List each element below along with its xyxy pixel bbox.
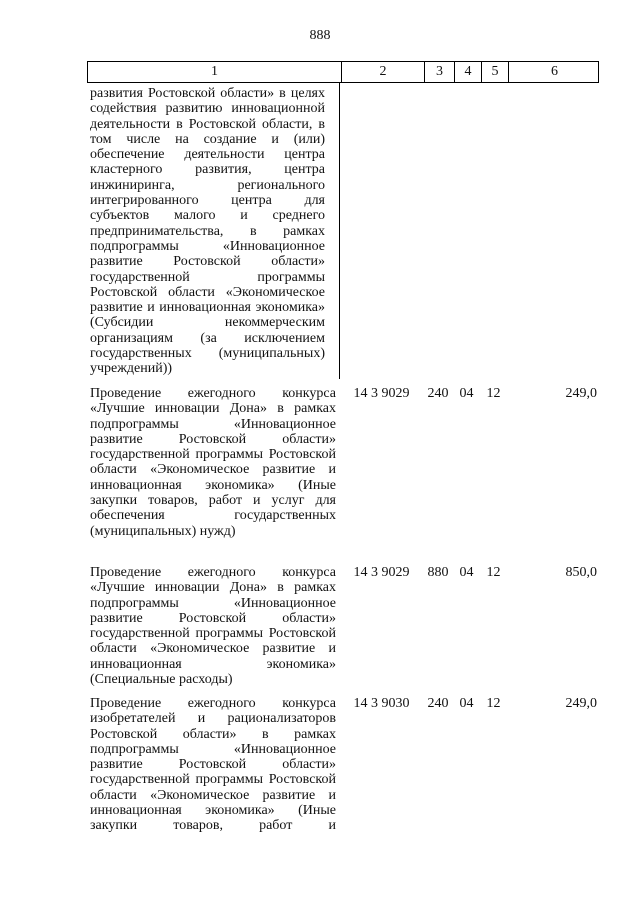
header-col-5: 5 — [481, 62, 508, 82]
table-header — [87, 61, 599, 83]
row-type: 240 — [427, 386, 449, 401]
header-col-6: 6 — [508, 62, 600, 82]
column-divider — [339, 82, 340, 379]
continuation-text: развития Ростовской области» в целях содействия развитию инновационной деятельности в Ростовской области, в том числе на создание и (или) обеспечение деятельности центра кластерного развития, центра инжиниринга, регионального интегрированного центра для субъектов малого и среднего предпринимательства, в рамках подпрограммы «Инновационное развитие Ростовской области» государственной программы Ростовской области «Экономическое развитие и инновационная экономика» (Субсидии некоммерческим организациям (за исключением государственных (муниципальных) учреждений)) — [90, 86, 325, 377]
row-amount: 249,0 — [565, 696, 597, 711]
row-section: 04 — [459, 696, 474, 711]
row-type: 240 — [427, 696, 449, 711]
row-subsection: 12 — [486, 565, 501, 580]
row-subsection: 12 — [486, 696, 501, 711]
row-type: 880 — [427, 565, 449, 580]
row-subsection: 12 — [486, 386, 501, 401]
page-number: 888 — [309, 28, 331, 43]
row-section: 04 — [459, 565, 474, 580]
header-col-4: 4 — [454, 62, 481, 82]
row-amount: 850,0 — [565, 565, 597, 580]
row-section: 04 — [459, 386, 474, 401]
header-col-2: 2 — [341, 62, 424, 82]
row-amount: 249,0 — [565, 386, 597, 401]
row-description: Проведение ежегодного конкурса «Лучшие инновации Дона» в рамках подпрограммы «Инновационное развитие Ростовской области» государственной программы Ростовской области «Экономическое развитие и инновационная экономика» (Иные закупки товаров, работ и услуг для обеспечения государственных (муниципальных) нужд) — [90, 386, 336, 539]
header-col-1: 1 — [211, 64, 218, 79]
header-col-3: 3 — [424, 62, 454, 82]
row-code: 14 3 9029 — [353, 565, 410, 580]
row-description: Проведение ежегодного конкурса «Лучшие инновации Дона» в рамках подпрограммы «Инновационное развитие Ростовской области» государственной программы Ростовской области «Экономическое развитие и инновационная экономика» (Специальные расходы) — [90, 565, 336, 688]
row-code: 14 3 9029 — [353, 386, 410, 401]
row-description: Проведение ежегодного конкурса изобретателей и рационализаторов Ростовской области» в рамках подпрограммы «Инновационное развитие Ростовской области» государственной программы Ростовской области «Экономическое развитие и инновационная экономика» (Иные закупки товаров, работ и — [90, 696, 336, 834]
row-code: 14 3 9030 — [353, 696, 410, 711]
